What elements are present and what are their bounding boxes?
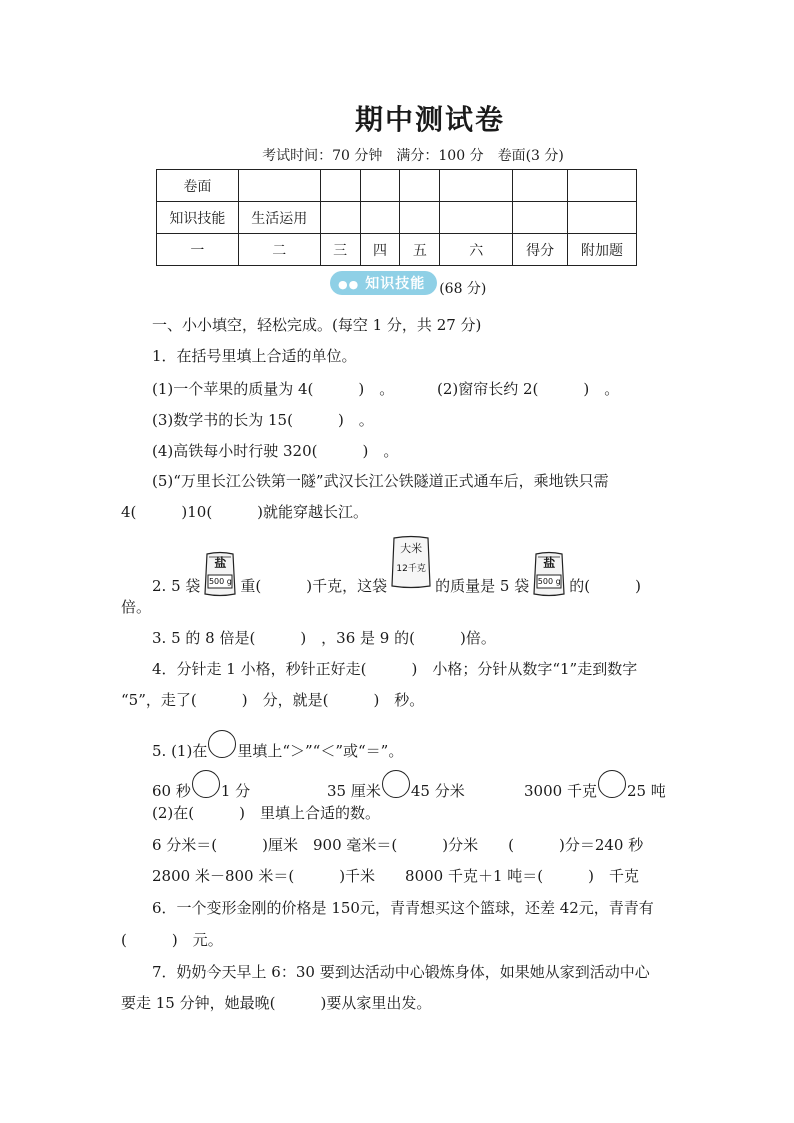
compare-left: 35 厘米	[327, 782, 381, 800]
question-text: “5”，走了( ) 分，就是( ) 秒。	[121, 691, 425, 709]
score-cell[interactable]	[513, 202, 568, 234]
row-label-knowledge: 知识技能	[157, 202, 239, 234]
row-label-application: 生活运用	[238, 202, 320, 234]
question-text: 里填上“＞”“＜”或“＝”。	[237, 742, 404, 760]
dots-icon: ●●	[338, 278, 360, 291]
part-heading: 一、小小填空，轻松完成。(每空 1 分，共 27 分)	[152, 316, 482, 334]
compare-item	[327, 770, 465, 801]
section-badge	[330, 271, 437, 295]
score-cell[interactable]	[400, 170, 440, 202]
question-text: 倍。	[121, 598, 152, 616]
question-text: 的质量是 5 袋	[435, 577, 530, 595]
question-text: 5. (1)在	[152, 742, 208, 760]
circle-blank-icon	[208, 730, 236, 758]
section-points: (68 分)	[439, 281, 487, 297]
question-text: (2)窗帘长约 2( ) 。	[437, 380, 620, 398]
compare-item	[152, 770, 250, 801]
rice-bag-label: 大米	[400, 542, 423, 555]
row-label-appearance: 卷面	[157, 170, 239, 202]
score-cell[interactable]	[568, 170, 637, 202]
rice-bag-image	[390, 535, 432, 589]
score-cell[interactable]	[513, 170, 568, 202]
score-cell[interactable]	[568, 202, 637, 234]
salt-bag-label: 盐	[543, 556, 556, 570]
column-header: 二	[238, 234, 320, 266]
section-badge-label: 知识技能	[365, 276, 426, 292]
question-text: 4( )10( )就能穿越长江。	[121, 503, 369, 521]
salt-bag-weight: 500 g	[208, 577, 232, 586]
question-text: 2. 5 袋	[152, 577, 201, 595]
column-header: 三	[320, 234, 360, 266]
score-table	[156, 169, 637, 266]
compare-right: 45 分米	[410, 782, 465, 800]
compare-circle[interactable]	[192, 770, 220, 798]
compare-right: 1 分	[220, 782, 251, 800]
question-text: 的( )	[569, 577, 641, 595]
question-text: (2)在( ) 里填上合适的数。	[152, 804, 380, 822]
question-text: 6．一个变形金刚的价格是 150元，青青想买这个篮球，还差 42元，青青有	[152, 899, 654, 917]
score-cell[interactable]	[360, 170, 400, 202]
table-row	[157, 170, 637, 202]
question-text: (5)“万里长江公铁第一隧”武汉长江公铁隧道正式通车后，乘地铁只需	[152, 472, 609, 490]
score-cell[interactable]	[440, 170, 513, 202]
question-text: (1)一个苹果的质量为 4( ) 。	[152, 380, 395, 398]
compare-item	[524, 770, 666, 801]
score-cell[interactable]	[238, 170, 320, 202]
score-cell[interactable]	[320, 170, 360, 202]
question-text: 3. 5 的 8 倍是( ) ，36 是 9 的( )倍。	[152, 629, 496, 647]
question-2	[152, 535, 641, 595]
salt-bag-weight: 500 g	[537, 577, 561, 586]
question-text: 要走 15 分钟，她最晚( )要从家里出发。	[121, 994, 432, 1012]
question-5-intro	[152, 730, 403, 761]
question-text: 1．在括号里填上合适的单位。	[152, 347, 357, 365]
rice-bag-weight: 12千克	[396, 564, 426, 574]
question-text: (4)高铁每小时行驶 320( ) 。	[152, 442, 399, 460]
salt-bag-image	[203, 551, 237, 597]
page-title: 期中测试卷	[354, 103, 505, 136]
section-header	[330, 271, 486, 295]
score-cell[interactable]	[440, 202, 513, 234]
column-header: 四	[360, 234, 400, 266]
question-text: 4．分针走 1 小格，秒针正好走( ) 小格；分针从数字“1”走到数字	[152, 660, 638, 678]
compare-left: 60 秒	[152, 782, 191, 800]
column-header: 五	[400, 234, 440, 266]
question-text: 7．奶奶今天早上 6：30 要到达活动中心锻炼身体，如果她从家到活动中心	[152, 963, 650, 981]
question-text: 重( )千克，这袋	[240, 577, 388, 595]
column-header: 附加题	[568, 234, 637, 266]
score-cell[interactable]	[360, 202, 400, 234]
salt-bag-label: 盐	[214, 556, 227, 570]
exam-info: 考试时间：70 分钟 满分：100 分 卷面(3 分)	[262, 148, 564, 164]
compare-right: 25 吨	[626, 782, 666, 800]
compare-circle[interactable]	[598, 770, 626, 798]
question-text: 6 分米＝( )厘米 900 毫米＝( )分米 ( )分＝240 秒	[152, 836, 644, 854]
column-header: 一	[157, 234, 239, 266]
salt-bag-image	[532, 551, 566, 597]
column-header: 得分	[513, 234, 568, 266]
score-cell[interactable]	[400, 202, 440, 234]
compare-circle[interactable]	[382, 770, 410, 798]
table-row	[157, 234, 637, 266]
question-text: (3)数学书的长为 15( ) 。	[152, 411, 374, 429]
column-header: 六	[440, 234, 513, 266]
question-text: 2800 米－800 米＝( )千米 8000 千克＋1 吨＝( ) 千克	[152, 867, 640, 885]
question-text: ( ) 元。	[121, 931, 223, 949]
compare-left: 3000 千克	[524, 782, 597, 800]
score-cell[interactable]	[320, 202, 360, 234]
table-row	[157, 202, 637, 234]
